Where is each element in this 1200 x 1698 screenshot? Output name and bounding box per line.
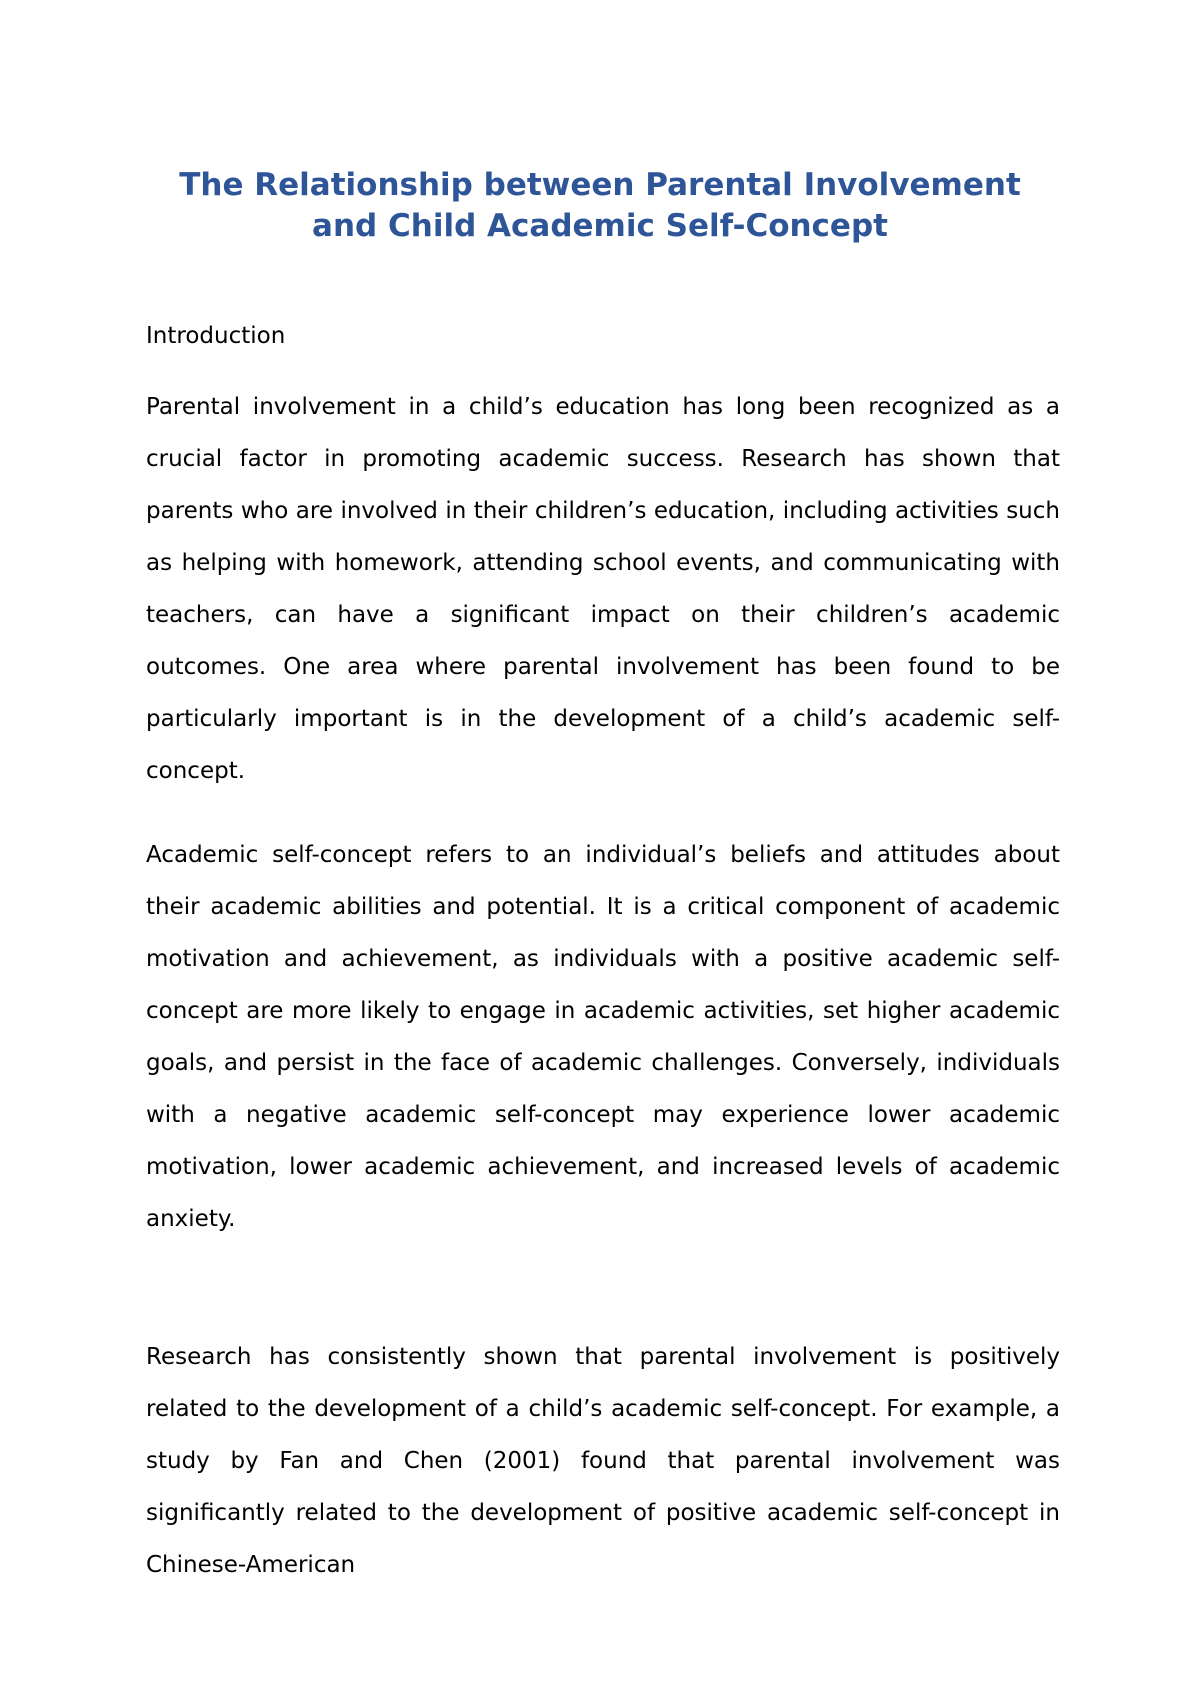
title-line-2: and Child Academic Self-Concept (312, 208, 888, 244)
paragraph-2: Academic self-concept refers to an individual’s beliefs and attitudes about their academic abilities and potential. It is a critical component of academic motivation and achievement, as individuals with a positive academic self-concept are more likely to engage in academic activities, set higher academic goals, and persist in the face of academic challenges. Conversely, individuals with a negative academic self-concept may experience lower academic motivation, lower academic achievement, and increased levels of academic anxiety. (146, 842, 1060, 1232)
paragraph-1: Parental involvement in a child’s education has long been recognized as a crucial factor in promoting academic success. Research has shown that parents who are involved in their children’s education, including activities such as helping with homework, attending school events, and communicating with teachers, can have a significant impact on their children’s academic outcomes. One area where parental involvement has been found to be particularly important is in the development of a child’s academic self-concept. (146, 394, 1060, 784)
document-title (120, 165, 1080, 247)
paragraph-3: Research has consistently shown that parental involvement is positively related to the development of a child’s academic self-concept. For example, a study by Fan and Chen (2001) found that parental involvement was significantly related to the development of positive academic self-concept in Chinese-American (146, 1344, 1060, 1578)
title-line-1: The Relationship between Parental Involvement (179, 167, 1021, 203)
section-heading: Introduction (146, 323, 286, 349)
